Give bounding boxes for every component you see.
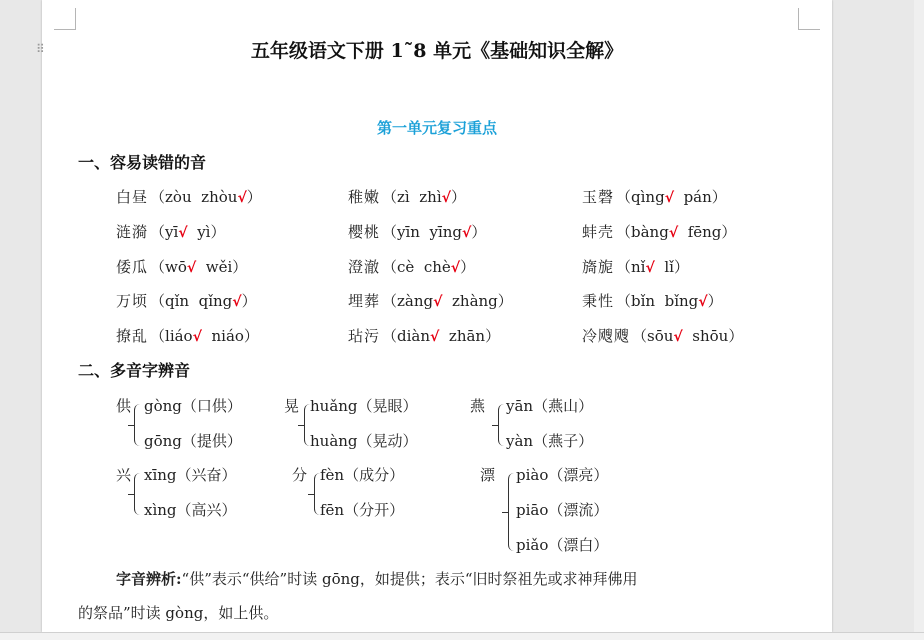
checkmark-icon: √ [192,329,202,345]
bracket: ） [241,292,257,310]
word: 白昼 [116,188,149,206]
pinyin-option-b: zhàng [452,292,498,310]
poly-reading: piǎo（漂白） [516,536,609,554]
pinyin-option-a: （zì [382,188,410,206]
pinyin-option-a: （liáo [150,327,193,345]
poly-reading: fèn（成分） [320,466,405,484]
brace [134,404,142,446]
bracket: ） [673,258,689,276]
pinyin-option-a: （bǐn [616,292,656,310]
brace [498,404,506,446]
checkmark-icon: √ [645,260,655,276]
poly-reading: huǎng（晃眼） [310,397,418,415]
explanation-paragraph [78,562,808,596]
pinyin-option-b: lǐ [664,258,674,276]
poly-reading: piào（漂亮） [516,466,609,484]
page-corner-mark [54,8,76,30]
bracket: ） [728,327,744,345]
poly-char-huang: 晃 [284,397,300,415]
word: 玷污 [348,327,381,345]
pinyin-option-b: wěi [205,258,233,276]
pinyin-option-b: pán [683,188,712,206]
pinyin-option-b: yì [197,223,211,241]
poly-reading: yàn（燕子） [506,432,594,450]
poly-char-yan: 燕 [470,397,486,415]
bracket: ） [471,223,487,241]
page-corner-mark [798,8,820,30]
poly-char-piao: 漂 [480,466,496,484]
section-heading-2: 二、多音字辨音 [78,361,191,380]
pinyin-option-a: （wō [150,258,187,276]
bracket: ） [450,188,466,206]
explanation-text: “供”表示“供给”时读 gōng，如提供；表示“旧时祭祖先或求神拜佛用 [181,570,638,588]
checkmark-icon: √ [433,294,443,310]
pronunciation-item [582,186,727,207]
word: 万顷 [116,292,149,310]
pinyin-option-b: zhān [448,327,486,345]
bracket: ） [721,223,737,241]
poly-char-gong: 供 [116,397,132,415]
section-heading-1: 一、容易读错的音 [78,153,207,172]
poly-reading: piāo（漂流） [516,501,609,519]
pinyin-option-a: （sōu [632,327,674,345]
word: 旖旎 [582,258,615,276]
pronunciation-item [116,186,262,207]
word: 秉性 [582,292,615,310]
checkmark-icon: √ [441,190,451,206]
checkmark-icon: √ [664,190,675,206]
word: 玉磬 [582,188,615,206]
bracket: ） [232,258,248,276]
word: 蚌壳 [582,223,615,241]
pinyin-option-a: （bàng [616,223,669,241]
pinyin-option-a: （yī [150,223,179,241]
pinyin-option-b: yīng [429,223,463,241]
pinyin-option-b: zhì [419,188,442,206]
pronunciation-item [582,221,736,242]
checkmark-icon: √ [430,329,440,345]
word: 冷飕飕 [582,327,631,345]
pinyin-option-a: （cè [382,258,415,276]
word: 樱桃 [348,223,381,241]
pinyin-option-a: （qǐn [150,292,190,310]
pronunciation-item [116,256,247,277]
pronunciation-item [348,221,486,242]
checkmark-icon: √ [237,190,247,206]
pronunciation-item [116,325,259,346]
word: 澄澈 [348,258,381,276]
checkmark-icon: √ [668,225,679,241]
pinyin-option-b: bǐng [664,292,699,310]
pinyin-option-a: （qìng [616,188,665,206]
pinyin-option-a: （yīn [382,223,420,241]
checkmark-icon: √ [186,260,197,276]
brace [134,473,142,515]
bracket: ） [460,258,476,276]
checkmark-icon: √ [450,260,461,276]
checkmark-icon: √ [673,329,683,345]
pinyin-option-b: zhòu [201,188,238,206]
checkmark-icon: √ [698,294,708,310]
pronunciation-item [348,256,475,277]
pronunciation-item [582,256,689,277]
poly-reading: xīng（兴奋） [144,466,237,484]
pronunciation-item [116,290,257,311]
brace [508,473,516,551]
pronunciation-item [348,186,466,207]
pinyin-option-b: niáo [211,327,244,345]
word: 撩乱 [116,327,149,345]
bracket: ） [707,292,723,310]
poly-char-xing: 兴 [116,466,132,484]
unit-heading: 第一单元复习重点 [376,119,497,137]
pronunciation-item [582,290,723,311]
pronunciation-item [116,221,225,242]
status-bar [0,632,924,640]
pinyin-option-b: qǐng [198,292,233,310]
explanation-label: 字音辨析: [116,570,182,588]
checkmark-icon: √ [178,225,188,241]
poly-reading: fēn（分开） [320,501,405,519]
poly-reading: xìng（高兴） [144,501,237,519]
poly-reading: gōng（提供） [144,432,242,450]
poly-reading: huàng（晃动） [310,432,418,450]
bracket: ） [485,327,501,345]
explanation-text: 的祭品”时读 gòng，如上供。 [78,604,279,622]
pinyin-option-b: chè [423,258,451,276]
vertical-scrollbar[interactable] [914,0,924,632]
checkmark-icon: √ [232,294,242,310]
pinyin-option-a: （zòu [150,188,192,206]
pinyin-option-a: （nǐ [616,258,646,276]
pinyin-option-a: （zàng [382,292,434,310]
pronunciation-item [582,325,743,346]
poly-char-fen: 分 [292,466,308,484]
bracket: ） [711,188,727,206]
poly-reading: yān（燕山） [506,397,594,415]
word: 埋葬 [348,292,381,310]
explanation-paragraph-cont [78,596,808,630]
drag-handle-icon[interactable]: ⠿ [36,42,45,56]
pinyin-option-b: fēng [687,223,722,241]
pronunciation-item [348,325,500,346]
bracket: ） [243,327,259,345]
document-title: 五年级语文下册 1˜8 单元《基础知识全解》 [250,40,624,62]
poly-reading: gòng（口供） [144,397,242,415]
pinyin-option-a: （diàn [382,327,431,345]
bracket: ） [497,292,513,310]
document-page [42,0,832,632]
word: 涟漪 [116,223,149,241]
pinyin-option-b: shōu [692,327,729,345]
bracket: ） [246,188,262,206]
word: 倭瓜 [116,258,149,276]
pronunciation-item [348,290,513,311]
checkmark-icon: √ [462,225,472,241]
word: 稚嫩 [348,188,381,206]
bracket: ） [210,223,226,241]
